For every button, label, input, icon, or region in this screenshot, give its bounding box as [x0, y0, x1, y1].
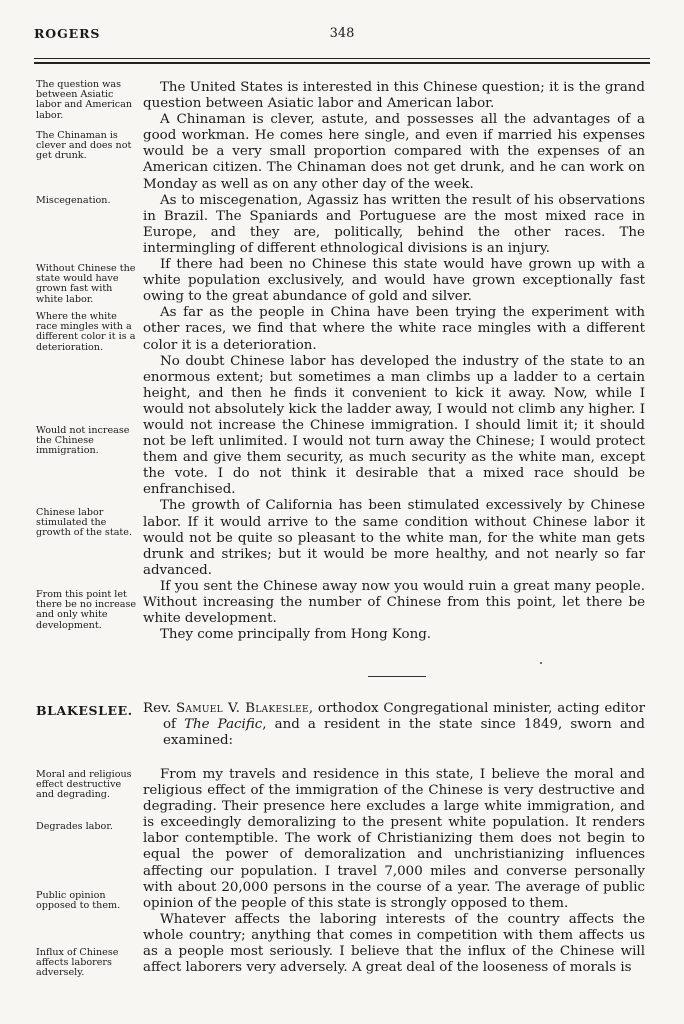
testimony-blakeslee — [143, 767, 645, 976]
page-number: 348 — [329, 26, 355, 41]
intro-mid: , orthodox Congregational minister, acting editor of — [163, 701, 645, 733]
paragraph: A Chinaman is clever, astute, and possesses all the advantages of a good workman. He comes here single, and even if married his expenses would be a very small proportion compared with the expenses of an American citizen. The Chinaman does not get drunk, and he can work on Monday as well as on any other day of the week. — [143, 112, 645, 192]
marginal-note: Degrades labor. — [36, 821, 113, 832]
marginal-note: The question was between Asiatic labor and American labor. — [36, 79, 133, 121]
section-divider — [368, 676, 426, 677]
ink-speck — [540, 662, 542, 664]
paragraph: If there had been no Chinese this state would have grown up with a white population exclusively, and would have grown exceptionally fast owing to the great abundance of gold and silver. — [143, 257, 645, 305]
marginal-note: Public opinion opposed to them. — [36, 890, 121, 912]
paragraph: Whatever affects the laboring interests of the country affects the whole country; anything that comes in competition with them affects us as a people most seriously. I believe that the influx of the Chinese will affect laborers very adversely. A great deal of the looseness of morals is — [143, 911, 645, 976]
journal-title: The Pacific — [184, 717, 263, 733]
paragraph: As far as the people in China have been trying the experiment with other races, we find that where the white race mingles with a different color it is a deterioration. — [143, 305, 645, 353]
paragraph: The growth of California has been stimulated excessively by Chinese labor. If it would arrive to the same condition without Chinese labor it would not be quite so pleasant to the white man, for the white man gets drunk and strikes; but it would be more healthy, and not nearly so far advanced. — [143, 498, 645, 578]
marginal-note: Without Chinese the state would have grown fast with white labor. — [36, 263, 136, 305]
paragraph: No doubt Chinese labor has developed the industry of the state to an enormous extent; but sometimes a man climbs up a ladder to a certain height, and then he finds it convenient to kick it away. Now, while I would not absolutely kick the ladder away, I would not climb any higher. I would not increase the Chinese immigration. I should limit it; it should not be left unlimited. I would not turn away the Chinese; I would protect them and give them security, as much security as the white man, except the vote. I do not think it desirable that a mixed race should be enfranchised. — [143, 353, 645, 498]
header-rule-thick — [34, 62, 650, 64]
speaker-tag: BLAKESLEE. — [36, 703, 133, 718]
paragraph: If you sent the Chinese away now you would ruin a great many people. Without increasing the number of Chinese from this point, let there be white development. — [143, 578, 645, 627]
paragraph: The United States is interested in this Chinese question; it is the grand question between Asiatic labor and American labor. — [143, 80, 645, 112]
marginal-note: Moral and religious effect destructive and degrading. — [36, 769, 132, 801]
running-head: ROGERS — [34, 26, 101, 41]
marginal-note: Where the white race mingles with a different color it is a deterioration. — [36, 311, 136, 353]
intro-prefix: Rev. — [143, 701, 172, 716]
marginal-note: Influx of Chinese affects laborers adversely. — [36, 947, 119, 979]
paragraph: They come principally from Hong Kong. — [160, 627, 432, 643]
intro-suffix: , and a resident in the state since 1849, sworn and examined: — [163, 717, 646, 749]
testimony-rogers — [143, 80, 645, 643]
marginal-note: Would not increase the Chinese immigration. — [36, 425, 130, 457]
page-header — [34, 26, 650, 46]
header-rule — [34, 58, 650, 59]
paragraph: As to miscegenation, Agassiz has written the result of his observations in Brazil. The Spaniards and Portuguese are the most mixed race in Europe, and they are, politically, behind the other races. The intermingling of different ethnological divisions is an injury. — [143, 192, 645, 256]
paragraph: From my travels and residence in this state, I believe the moral and religious effect of the immigration of the Chinese is very destructive and degrading. Their presence here excludes a large white immigration, and is exceedingly demoralizing to the present white population. It renders labor contemptible. The work of Christianizing them does not begin to equal the power of demoralization and unchristianizing influences affecting our population. I travel 7,000 miles and converse personally with about 20,000 persons in the course of a year. The average of public opinion of the people of this state is strongly opposed to them. — [143, 767, 645, 911]
marginal-note: The Chinaman is clever and does not get drunk. — [36, 130, 132, 162]
marginal-note: From this point let there be no increase and only white development. — [36, 589, 137, 631]
marginal-note: Chinese labor stimulated the growth of the state. — [36, 507, 133, 539]
witness-intro — [143, 701, 645, 749]
witness-name: Samuel V. Blakeslee — [176, 701, 309, 716]
marginal-note: Miscegenation. — [36, 195, 111, 206]
